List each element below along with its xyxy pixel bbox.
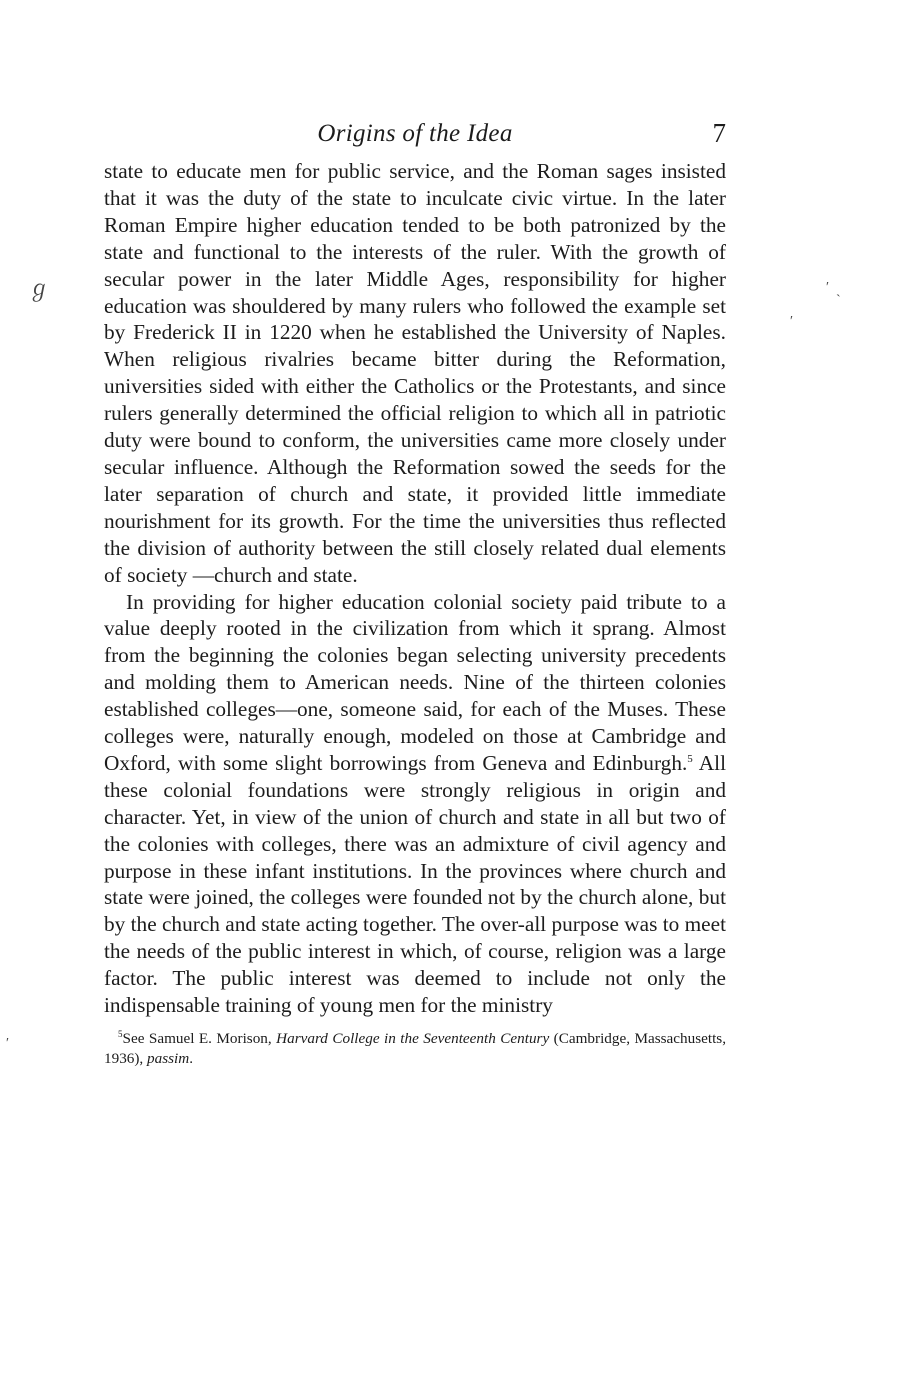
footnote [104, 1029, 726, 1069]
scan-speck: ′ [790, 314, 794, 329]
footnote-prefix: See Samuel E. Morison, [122, 1030, 277, 1047]
body-text [104, 158, 726, 1019]
paragraph-text: All these colonial foundations were strongly religious in origin and character. Yet, in view of the union of church and state in all but two of the colonies with colleges, there was an admixture of civil agency and purpose in these infant institutions. In the provinces where church and state were joined, the colleges were founded not by the church alone, but by the church and state acting together. The over-all purpose was to meet the needs of the public interest in which, of course, religion was a large factor. The public interest was deemed to include not only the indispensable training of young men for the ministry [104, 750, 726, 1018]
footnote-middle: (Cambridge, Massachusetts, 1936), [104, 1030, 726, 1067]
footnote-passim: passim [147, 1050, 190, 1067]
footnote-end: . [189, 1050, 194, 1067]
footnote-reference[interactable]: 5 [687, 752, 693, 765]
paragraph [104, 589, 726, 1020]
scan-speck: ˋ [836, 293, 841, 308]
footnote-book-title: Harvard College in the Seventeenth Century [276, 1030, 550, 1047]
book-page [104, 118, 726, 1069]
scan-speck: ′ [6, 1036, 10, 1051]
scan-speck: ℊ [28, 276, 51, 301]
paragraph-text: In providing for higher education colonial society paid tribute to a value deeply rooted in the civilization from which it sprang. Almost from the beginning the colonies began selecting university precedents and molding them to American needs. Nine of the thirteen colonies established colleges—one, someone said, for each of the Muses. These colleges were, naturally enough, modeled on those at Cambridge and Oxford, with some slight borrowings from Geneva and Edinburgh. [104, 589, 726, 775]
paragraph: state to educate men for public service, and the Roman sages insisted that it was the duty of the state to inculcate civic virtue. In the later Roman Empire higher education tended to be both patronized by the state and functional to the interests of the ruler. With the growth of secular power in the later Middle Ages, responsibility for higher education was shouldered by many rulers who followed the example set by Frederick II in 1220 when he established the University of Naples. When religious rivalries became bitter during the Reformation, universities sided with either the Catholics or the Protestants, and since rulers generally determined the official religion to which all in patriotic duty were bound to conform, the universities came more closely under secular influence. Although the Reformation sowed the seeds for the later separation of church and state, it provided little immediate nourishment for its growth. For the time the universities thus reflected the division of authority between the still closely related dual elements of society —church and state. [104, 159, 726, 587]
footnote-mark: 5 [118, 1028, 123, 1039]
page-number: 7 [712, 118, 726, 148]
scan-speck: ′ [826, 280, 830, 295]
running-head [104, 118, 726, 158]
running-title: Origins of the Idea [317, 120, 513, 147]
